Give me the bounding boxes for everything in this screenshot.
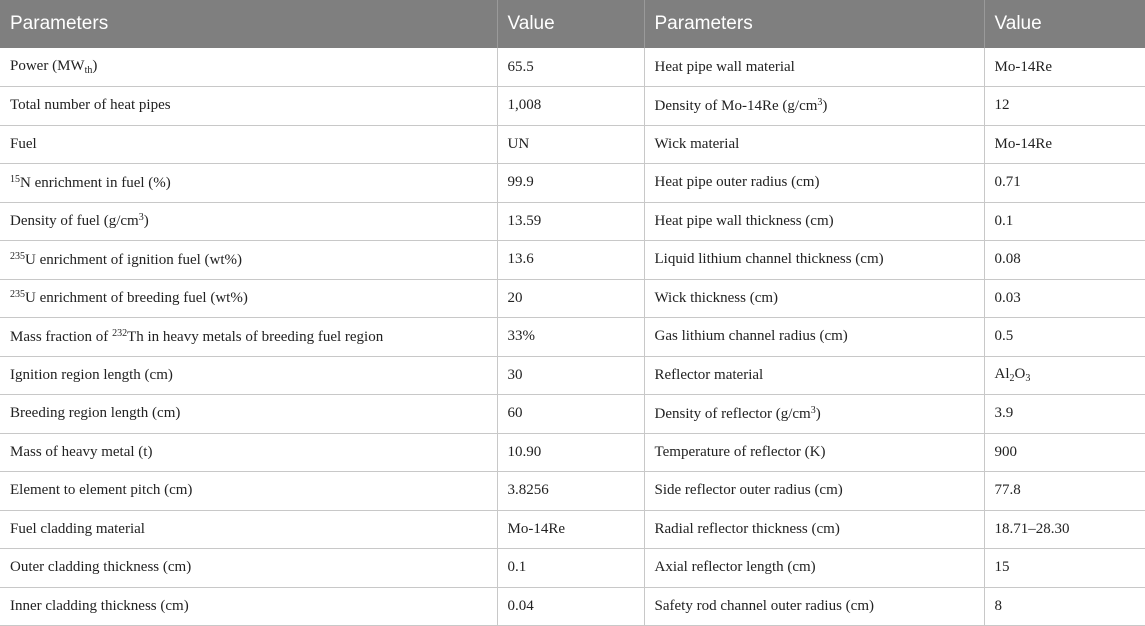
- table-body: [0, 48, 1145, 626]
- cell-text-main: 77.8: [994, 482, 1021, 499]
- cell-value-right: [984, 87, 1145, 126]
- table-row: [0, 241, 1145, 280]
- cell-text-main: UN: [507, 135, 530, 152]
- table-row: [0, 318, 1145, 357]
- cell-value-right: [984, 164, 1145, 203]
- cell-value-right: [984, 510, 1145, 549]
- cell-value-left: [497, 587, 644, 626]
- cell-text-main: 12: [994, 97, 1010, 114]
- cell-text-main: 65.5: [507, 58, 534, 75]
- cell-text-main: N enrichment in fuel (%): [20, 174, 171, 191]
- cell-text-main: Side reflector outer radius (cm): [654, 482, 843, 499]
- cell-text-main: Mo-14Re: [994, 135, 1052, 152]
- cell-text-main: 0.04: [507, 597, 534, 614]
- cell-text-pre: 15: [10, 173, 20, 185]
- cell-parameter-right: [644, 587, 984, 626]
- table-row: [0, 125, 1145, 164]
- cell-parameter-right: [644, 356, 984, 395]
- cell-value-left: [497, 241, 644, 280]
- table-row: [0, 164, 1145, 203]
- cell-value-left: [497, 433, 644, 472]
- cell-parameter-left: [0, 549, 497, 588]
- cell-value-left: [497, 48, 644, 87]
- cell-text-main: Mass fraction of: [10, 328, 113, 345]
- cell-value-right: [984, 472, 1145, 511]
- table-header: [0, 0, 1145, 48]
- cell-text-main: Mo-14Re: [994, 58, 1052, 75]
- cell-parameter-right: [644, 241, 984, 280]
- cell-text-main: Ignition region length (cm): [10, 366, 173, 383]
- table-row: [0, 48, 1145, 87]
- table-row: [0, 433, 1145, 472]
- cell-text-sup: 3: [138, 212, 144, 224]
- table-row: [0, 279, 1145, 318]
- cell-text-post: ): [815, 405, 821, 422]
- cell-text-main: 60: [507, 405, 523, 422]
- cell-value-right: [984, 395, 1145, 434]
- cell-text-main: Radial reflector thickness (cm): [654, 520, 840, 537]
- cell-text-main: 8: [994, 597, 1002, 614]
- cell-text-main: 0.5: [994, 328, 1014, 345]
- cell-text-main: Temperature of reflector (K): [654, 443, 826, 460]
- cell-parameter-right: [644, 87, 984, 126]
- cell-parameter-left: [0, 433, 497, 472]
- cell-parameter-left: [0, 395, 497, 434]
- cell-value-left: [497, 318, 644, 357]
- cell-text-main: 13.6: [507, 251, 534, 268]
- cell-value-right: [984, 549, 1145, 588]
- cell-parameter-left: [0, 241, 497, 280]
- cell-parameter-right: [644, 433, 984, 472]
- cell-parameter-right: [644, 318, 984, 357]
- header-row: [0, 0, 1145, 48]
- cell-text-main: Heat pipe wall material: [654, 58, 795, 75]
- cell-text-main: 20: [507, 289, 523, 306]
- cell-text-main: 0.03: [994, 289, 1021, 306]
- cell-text-main: U enrichment of ignition fuel (wt%): [25, 251, 243, 268]
- cell-text-main: 99.9: [507, 174, 534, 191]
- cell-value-right: [984, 125, 1145, 164]
- cell-value-right: [984, 202, 1145, 241]
- cell-text-main: 1,008: [507, 97, 542, 114]
- cell-parameter-right: [644, 125, 984, 164]
- cell-text-main: Liquid lithium channel thickness (cm): [654, 251, 884, 268]
- cell-text-main: Heat pipe outer radius (cm): [654, 174, 820, 191]
- cell-parameter-left: [0, 87, 497, 126]
- cell-text-main: 3.8256: [507, 482, 549, 499]
- cell-text-main: 15: [994, 559, 1010, 576]
- cell-text-main: Breeding region length (cm): [10, 405, 181, 422]
- header-parameters-2: Parameters: [644, 0, 984, 48]
- cell-value-left: [497, 87, 644, 126]
- table-row: [0, 587, 1145, 626]
- cell-text-sup: 3: [817, 96, 823, 108]
- table-row: [0, 472, 1145, 511]
- cell-text-main: 10.90: [507, 443, 542, 460]
- cell-value-left: [497, 279, 644, 318]
- cell-value-left: [497, 202, 644, 241]
- cell-parameter-right: [644, 164, 984, 203]
- cell-parameter-left: [0, 164, 497, 203]
- cell-text-main: Inner cladding thickness (cm): [10, 597, 189, 614]
- table-row: [0, 510, 1145, 549]
- cell-text-sub: th: [84, 65, 93, 76]
- cell-text-main: 900: [994, 443, 1017, 460]
- table-row: [0, 395, 1145, 434]
- table-row: [0, 356, 1145, 395]
- cell-text-main: Axial reflector length (cm): [654, 559, 816, 576]
- cell-text-main: Heat pipe wall thickness (cm): [654, 212, 834, 229]
- cell-text-main: 30: [507, 366, 523, 383]
- cell-parameter-left: [0, 48, 497, 87]
- cell-parameter-left: [0, 472, 497, 511]
- cell-parameter-left: [0, 356, 497, 395]
- cell-text-post: ): [92, 58, 98, 74]
- cell-value-right: [984, 48, 1145, 87]
- cell-value-left: [497, 125, 644, 164]
- cell-text-main: Safety rod channel outer radius (cm): [654, 597, 874, 614]
- cell-value-left: [497, 510, 644, 549]
- cell-value-right: [984, 318, 1145, 357]
- cell-value-left: [497, 164, 644, 203]
- table-row: [0, 202, 1145, 241]
- cell-parameter-right: [644, 510, 984, 549]
- cell-text-main: Fuel cladding material: [10, 520, 145, 537]
- cell-text-main: Total number of heat pipes: [10, 97, 171, 114]
- cell-text-main: Wick thickness (cm): [654, 289, 779, 306]
- cell-text-main: U enrichment of breeding fuel (wt%): [25, 290, 248, 307]
- cell-parameter-right: [644, 395, 984, 434]
- cell-value-left: [497, 356, 644, 395]
- cell-value-left: [497, 395, 644, 434]
- cell-text-main: Mo-14Re: [507, 520, 565, 537]
- cell-parameter-right: [644, 48, 984, 87]
- cell-text-main: Fuel: [10, 135, 37, 152]
- cell-parameter-right: [644, 549, 984, 588]
- cell-value-right: [984, 279, 1145, 318]
- cell-value-left: [497, 549, 644, 588]
- cell-value-right: [984, 587, 1145, 626]
- cell-parameter-left: [0, 510, 497, 549]
- cell-text-main: Wick material: [654, 135, 740, 152]
- cell-text-sup: 232: [112, 327, 128, 339]
- cell-text-main: 0.71: [994, 174, 1021, 191]
- cell-parameter-left: [0, 125, 497, 164]
- cell-text-main: Gas lithium channel radius (cm): [654, 328, 848, 345]
- cell-text-main: Mass of heavy metal (t): [10, 443, 153, 460]
- cell-parameter-left: [0, 279, 497, 318]
- cell-value-right: [984, 241, 1145, 280]
- cell-text-post: Th in heavy metals of breeding fuel region: [127, 328, 384, 345]
- cell-parameter-left: [0, 318, 497, 357]
- cell-text-main: Power (MW: [10, 58, 85, 74]
- header-parameters-1: Parameters: [0, 0, 497, 48]
- cell-parameter-right: [644, 202, 984, 241]
- cell-text-main: Density of reflector (g/cm: [654, 405, 811, 422]
- cell-parameter-left: [0, 587, 497, 626]
- cell-text-main: 18.71–28.30: [994, 520, 1070, 537]
- cell-text-main: 3.9: [994, 405, 1014, 422]
- cell-value-right: [984, 356, 1145, 395]
- cell-text-main: 0.1: [994, 212, 1014, 229]
- cell-text-main: 13.59: [507, 212, 542, 229]
- cell-text-main: Density of fuel (g/cm: [10, 213, 139, 230]
- cell-text-sub2: 3: [1025, 373, 1031, 385]
- cell-text-post: ): [822, 97, 828, 114]
- cell-text-main: 0.08: [994, 251, 1021, 268]
- cell-text-pre: 235: [10, 250, 25, 262]
- cell-text-post: O: [1014, 366, 1026, 383]
- cell-text-main: 33%: [507, 328, 535, 345]
- cell-text-post: ): [143, 213, 149, 230]
- cell-text-sup: 3: [810, 404, 816, 416]
- cell-text-sub: 2: [1009, 373, 1015, 385]
- cell-value-left: [497, 472, 644, 511]
- table-row: [0, 549, 1145, 588]
- cell-text-main: Outer cladding thickness (cm): [10, 559, 192, 576]
- cell-text-main: 0.1: [507, 559, 527, 576]
- cell-parameter-left: [0, 202, 497, 241]
- cell-parameter-right: [644, 472, 984, 511]
- cell-text-main: Element to element pitch (cm): [10, 482, 193, 499]
- cell-parameter-right: [644, 279, 984, 318]
- table-row: [0, 87, 1145, 126]
- header-value-2: Value: [984, 0, 1145, 48]
- cell-text-main: Al: [994, 366, 1010, 383]
- cell-text-main: Reflector material: [654, 366, 764, 383]
- cell-text-pre: 235: [10, 289, 25, 301]
- cell-value-right: [984, 433, 1145, 472]
- header-value-1: Value: [497, 0, 644, 48]
- cell-text-main: Density of Mo-14Re (g/cm: [654, 97, 818, 114]
